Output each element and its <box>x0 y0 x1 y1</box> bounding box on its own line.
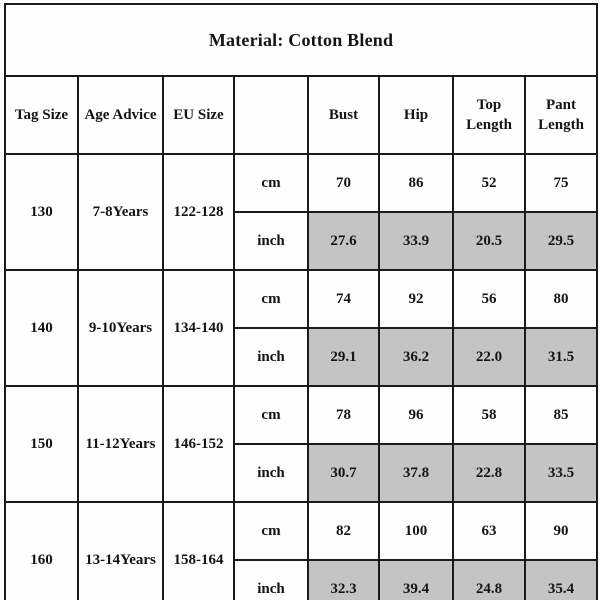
pant-length-cm-value: 90 <box>525 502 597 560</box>
inch-label: inch <box>234 212 308 270</box>
bust-inch-value: 27.6 <box>308 212 379 270</box>
pant-length-inch-value: 31.5 <box>525 328 597 386</box>
top-length-inch-value: 24.8 <box>453 560 525 600</box>
table-row <box>5 386 597 444</box>
cm-label: cm <box>234 270 308 328</box>
bust-inch-value: 30.7 <box>308 444 379 502</box>
cm-label: cm <box>234 154 308 212</box>
pant-length-inch-value: 29.5 <box>525 212 597 270</box>
inch-label: inch <box>234 328 308 386</box>
top-length-inch-value: 22.0 <box>453 328 525 386</box>
col-header-eu-size: EU Size <box>163 76 234 154</box>
tag-size-value: 150 <box>5 386 78 502</box>
hip-inch-value: 37.8 <box>379 444 453 502</box>
col-header-pant-length: Pant Length <box>525 76 597 154</box>
bust-cm-value: 70 <box>308 154 379 212</box>
bust-inch-value: 29.1 <box>308 328 379 386</box>
top-length-inch-value: 20.5 <box>453 212 525 270</box>
col-header-bust: Bust <box>308 76 379 154</box>
eu-size-value: 146-152 <box>163 386 234 502</box>
cm-label: cm <box>234 386 308 444</box>
bust-inch-value: 32.3 <box>308 560 379 600</box>
top-length-inch-value: 22.8 <box>453 444 525 502</box>
top-length-cm-value: 58 <box>453 386 525 444</box>
tag-size-value: 140 <box>5 270 78 386</box>
pant-length-inch-value: 35.4 <box>525 560 597 600</box>
table-row <box>5 270 597 328</box>
hip-inch-value: 36.2 <box>379 328 453 386</box>
hip-inch-value: 39.4 <box>379 560 453 600</box>
age-advice-value: 7-8Years <box>78 154 163 270</box>
bust-cm-value: 78 <box>308 386 379 444</box>
cm-label: cm <box>234 502 308 560</box>
header-row <box>5 76 597 154</box>
pant-length-cm-value: 85 <box>525 386 597 444</box>
age-advice-value: 9-10Years <box>78 270 163 386</box>
table-row <box>5 154 597 212</box>
pant-length-cm-value: 80 <box>525 270 597 328</box>
inch-label: inch <box>234 444 308 502</box>
age-advice-value: 13-14Years <box>78 502 163 600</box>
col-header-age-advice: Age Advice <box>78 76 163 154</box>
bust-cm-value: 82 <box>308 502 379 560</box>
hip-inch-value: 33.9 <box>379 212 453 270</box>
top-length-cm-value: 56 <box>453 270 525 328</box>
tag-size-value: 130 <box>5 154 78 270</box>
top-length-cm-value: 63 <box>453 502 525 560</box>
col-header-hip: Hip <box>379 76 453 154</box>
size-chart-table <box>4 3 598 600</box>
eu-size-value: 158-164 <box>163 502 234 600</box>
material-title: Material: Cotton Blend <box>5 4 597 76</box>
hip-cm-value: 96 <box>379 386 453 444</box>
pant-length-inch-value: 33.5 <box>525 444 597 502</box>
col-header-top-length: Top Length <box>453 76 525 154</box>
col-header-unit <box>234 76 308 154</box>
tag-size-value: 160 <box>5 502 78 600</box>
col-header-tag-size: Tag Size <box>5 76 78 154</box>
bust-cm-value: 74 <box>308 270 379 328</box>
hip-cm-value: 100 <box>379 502 453 560</box>
inch-label: inch <box>234 560 308 600</box>
pant-length-cm-value: 75 <box>525 154 597 212</box>
eu-size-value: 122-128 <box>163 154 234 270</box>
hip-cm-value: 86 <box>379 154 453 212</box>
eu-size-value: 134-140 <box>163 270 234 386</box>
top-length-cm-value: 52 <box>453 154 525 212</box>
table-row <box>5 502 597 560</box>
age-advice-value: 11-12Years <box>78 386 163 502</box>
hip-cm-value: 92 <box>379 270 453 328</box>
title-row <box>5 4 597 76</box>
